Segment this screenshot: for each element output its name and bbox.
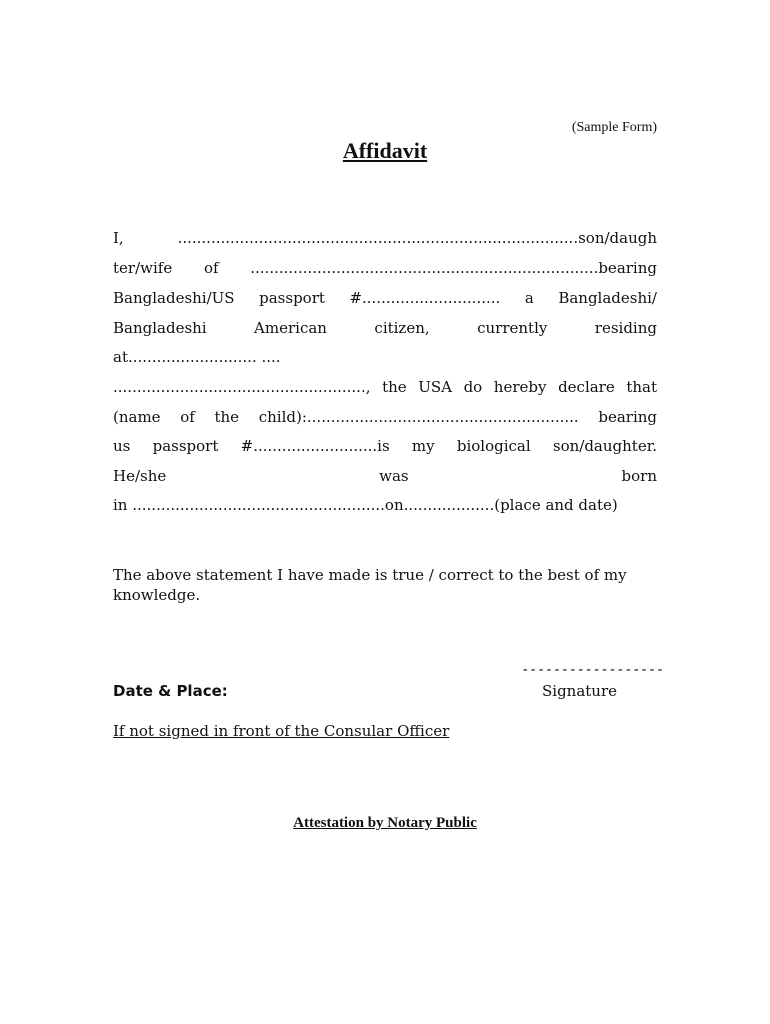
signature-label: Signature	[542, 682, 618, 700]
sample-form-label: (Sample Form)	[571, 120, 657, 135]
declaration-line: ....................................................., the USA do hereby declare that	[113, 378, 657, 396]
declaration-line: I, ....................................................................................son/daugh	[113, 229, 657, 247]
signature-line: ------------------	[521, 662, 664, 678]
declaration-line: Bangladeshi/US passport #............................. a Bangladeshi/	[113, 289, 657, 307]
notary-attestation-heading: Attestation by Notary Public	[293, 815, 477, 831]
declaration-line: (name of the child):......................................................... bearing	[113, 408, 657, 426]
date-place-label: Date & Place:	[113, 682, 228, 700]
declaration-line: Bangladeshi American citizen, currently residing	[113, 319, 657, 337]
declaration-line: in .....................................................on...................(place and date)	[113, 496, 618, 514]
declaration-line: He/she was born	[113, 467, 657, 485]
declaration-line: us passport #..........................is my biological son/daughter.	[113, 437, 657, 455]
declaration-line: at........................... ....	[113, 348, 281, 366]
declaration-line: ter/wife of .........................................................................bearing	[113, 259, 657, 277]
statement-paragraph: The above statement I have made is true / correct to the best of my knowledge.	[113, 566, 627, 604]
document-title: Affidavit	[342, 138, 428, 163]
consular-officer-note: If not signed in front of the Consular Officer	[113, 722, 450, 740]
